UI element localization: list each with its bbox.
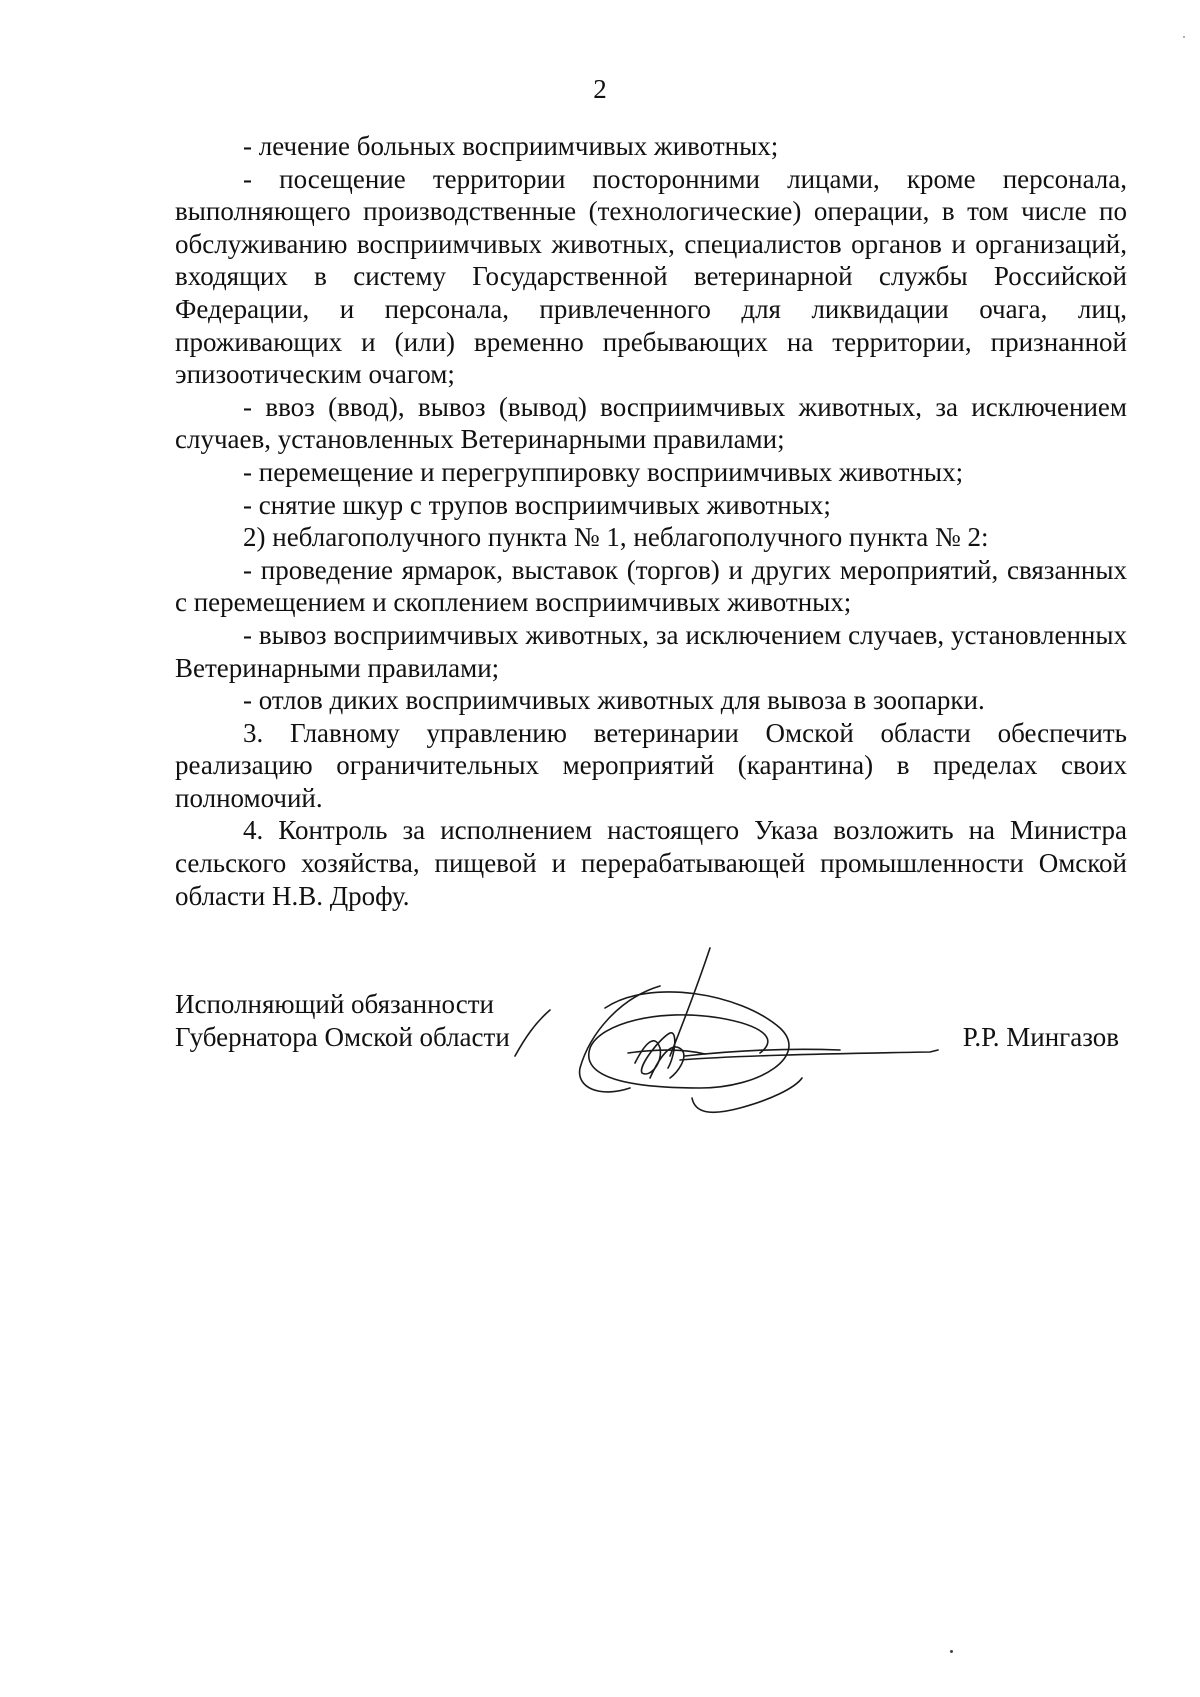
- paragraph: 3. Главному управлению ветеринарии Омской области обеспечить реализацию ограничительных мероприятий (карантина) в пределах своих полномочий.: [175, 717, 1127, 813]
- signer-title-line-1: Исполняющий обязанности: [175, 989, 494, 1019]
- page-number: 2: [593, 74, 607, 104]
- signer-title-line-2: Губернатора Омской области: [175, 1022, 510, 1052]
- paragraph: - посещение территории посторонними лицами, кроме персонала, выполняющего производственные (технологические) операции, в том числе по обслуживанию восприимчивых животных, специалистов органов и организаций, входящих в систему Государственной ветеринарной службы Российской Федерации, и персонала, привлеченного для ликвидации очага, лиц, проживающих и (или) временно пребывающих на территории, признанной эпизоотическим очагом;: [175, 163, 1127, 390]
- signer-name: Р.Р. Мингазов: [962, 1022, 1119, 1052]
- paragraph: - лечение больных восприимчивых животных;: [243, 131, 779, 161]
- document-body: [175, 130, 1127, 912]
- paragraph: - отлов диких восприимчивых животных для вывоза в зоопарки.: [243, 685, 985, 716]
- signature-block: [175, 988, 1127, 1138]
- scan-speck: [1183, 36, 1185, 38]
- paragraph: - проведение ярмарок, выставок (торгов) и других мероприятий, связанных с перемещением и скоплением восприимчивых животных;: [175, 554, 1127, 618]
- paragraph: 2) неблагополучного пункта № 1, неблагополучного пункта № 2:: [243, 522, 989, 553]
- paragraph: - снятие шкур с трупов восприимчивых животных;: [243, 489, 831, 520]
- paragraph: - перемещение и перегруппировку восприимчивых животных;: [243, 456, 964, 487]
- handwritten-signature: [510, 938, 950, 1118]
- paragraph: 4. Контроль за исполнением настоящего Указа возложить на Министра сельского хозяйства, пищевой и перерабатывающей промышленности Омской области Н.В. Дрофу.: [175, 815, 1127, 911]
- paragraph: - ввоз (ввод), вывоз (вывод) восприимчивых животных, за исключением случаев, установленных Ветеринарными правилами;: [175, 391, 1127, 455]
- scan-speck: [950, 1650, 953, 1653]
- paragraph: - вывоз восприимчивых животных, за исключением случаев, установленных Ветеринарными правилами;: [175, 619, 1127, 683]
